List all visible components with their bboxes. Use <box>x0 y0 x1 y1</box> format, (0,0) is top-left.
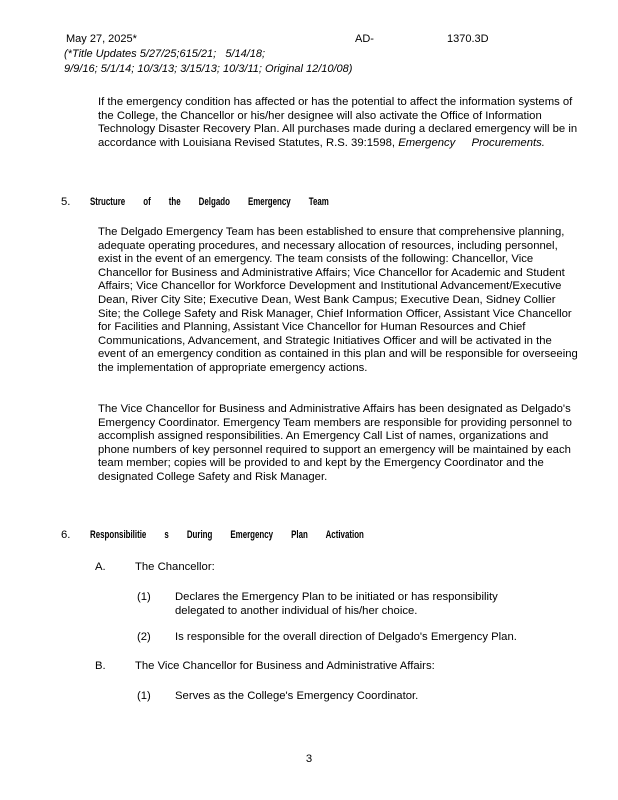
item-a-label: A. <box>95 561 106 573</box>
item-a1-label: (1) <box>137 591 151 603</box>
item-b-text: The Vice Chancellor for Business and Administrative Affairs: <box>135 660 435 672</box>
section-6-number: 6. <box>61 529 71 541</box>
page-number: 3 <box>305 753 313 765</box>
intro-paragraph-text: If the emergency condition has affected or has the potential to affect the information systems of the College, the Chancellor or his/her designee will also activate the Office of Information Technology Disaster Recovery Plan. All purchases made during a declared emergency will be in accordance with Louisiana Revised Statutes, R.S. 39:1598, <box>98 96 578 149</box>
doc-code-number: 1370.3D <box>447 33 489 45</box>
item-b-label: B. <box>95 660 106 672</box>
item-a1-text: Declares the Emergency Plan to be initiated or has responsibility delegated to another individual of his/her choice. <box>175 591 498 617</box>
header-date: May 27, 2025* <box>66 33 137 45</box>
item-a2-label: (2) <box>137 631 151 643</box>
item-a2-text: Is responsible for the overall direction of Delgado's Emergency Plan. <box>175 631 517 643</box>
item-b1-label: (1) <box>137 690 151 702</box>
section-6-title: Responsibilitie s During Emergency Plan Activation <box>90 529 364 541</box>
section-5-title: Structure of the Delgado Emergency Team <box>90 196 329 208</box>
revision-history-line-1: (*Title Updates 5/27/25;615/21; 5/14/18; <box>64 48 266 60</box>
item-b1-text: Serves as the College's Emergency Coordinator. <box>175 690 419 702</box>
revision-history-line-2: 9/9/16; 5/1/14; 10/3/13; 3/15/13; 10/3/11; Original 12/10/08) <box>64 63 353 75</box>
section-5-paragraph-2: The Vice Chancellor for Business and Administrative Affairs has been designated as Delgado's Emergency Coordinator. Emergency Team members are responsible for providing personnel to accomplish assigned responsibilities. An Emergency Call List of names, organizations and phone numbers of key personnel required to support an emergency will be maintained by each team member; copies will be provided to and kept by the Emergency Coordinator and the designated College Safety and Risk Manager. <box>98 403 572 483</box>
intro-paragraph <box>98 96 580 150</box>
section-5-paragraph-1: The Delgado Emergency Team has been established to ensure that comprehensive planning, adequate operating procedures, and necessary allocation of resources, including personnel, exist in the event of an emergency. The team consists of the following: Chancellor, Vice Chancellor for Business and Administrative Affairs; Vice Chancellor for Academic and Student Affairs; Vice Chancellor for Workforce Development and Institutional Advancement/Executive Dean, River City Site; Executive Dean, West Bank Campus; Executive Dean, Sidney Collier Site; the College Safety and Risk Manager, Chief Information Officer, Assistant Vice Chancellor for Facilities and Planning, Assistant Vice Chancellor for Human Resources and Chief Communications, Advancement, and Strategic Initiatives Officer and will be activated in the event of an emergency condition as contained in this plan and will be responsible for overseeing the implementation of appropriate emergency actions. <box>98 226 578 374</box>
doc-code-prefix: AD- <box>355 33 374 45</box>
statute-reference: Emergency Procurements. <box>398 136 545 149</box>
section-5-number: 5. <box>61 196 71 208</box>
item-a-text: The Chancellor: <box>135 561 215 573</box>
